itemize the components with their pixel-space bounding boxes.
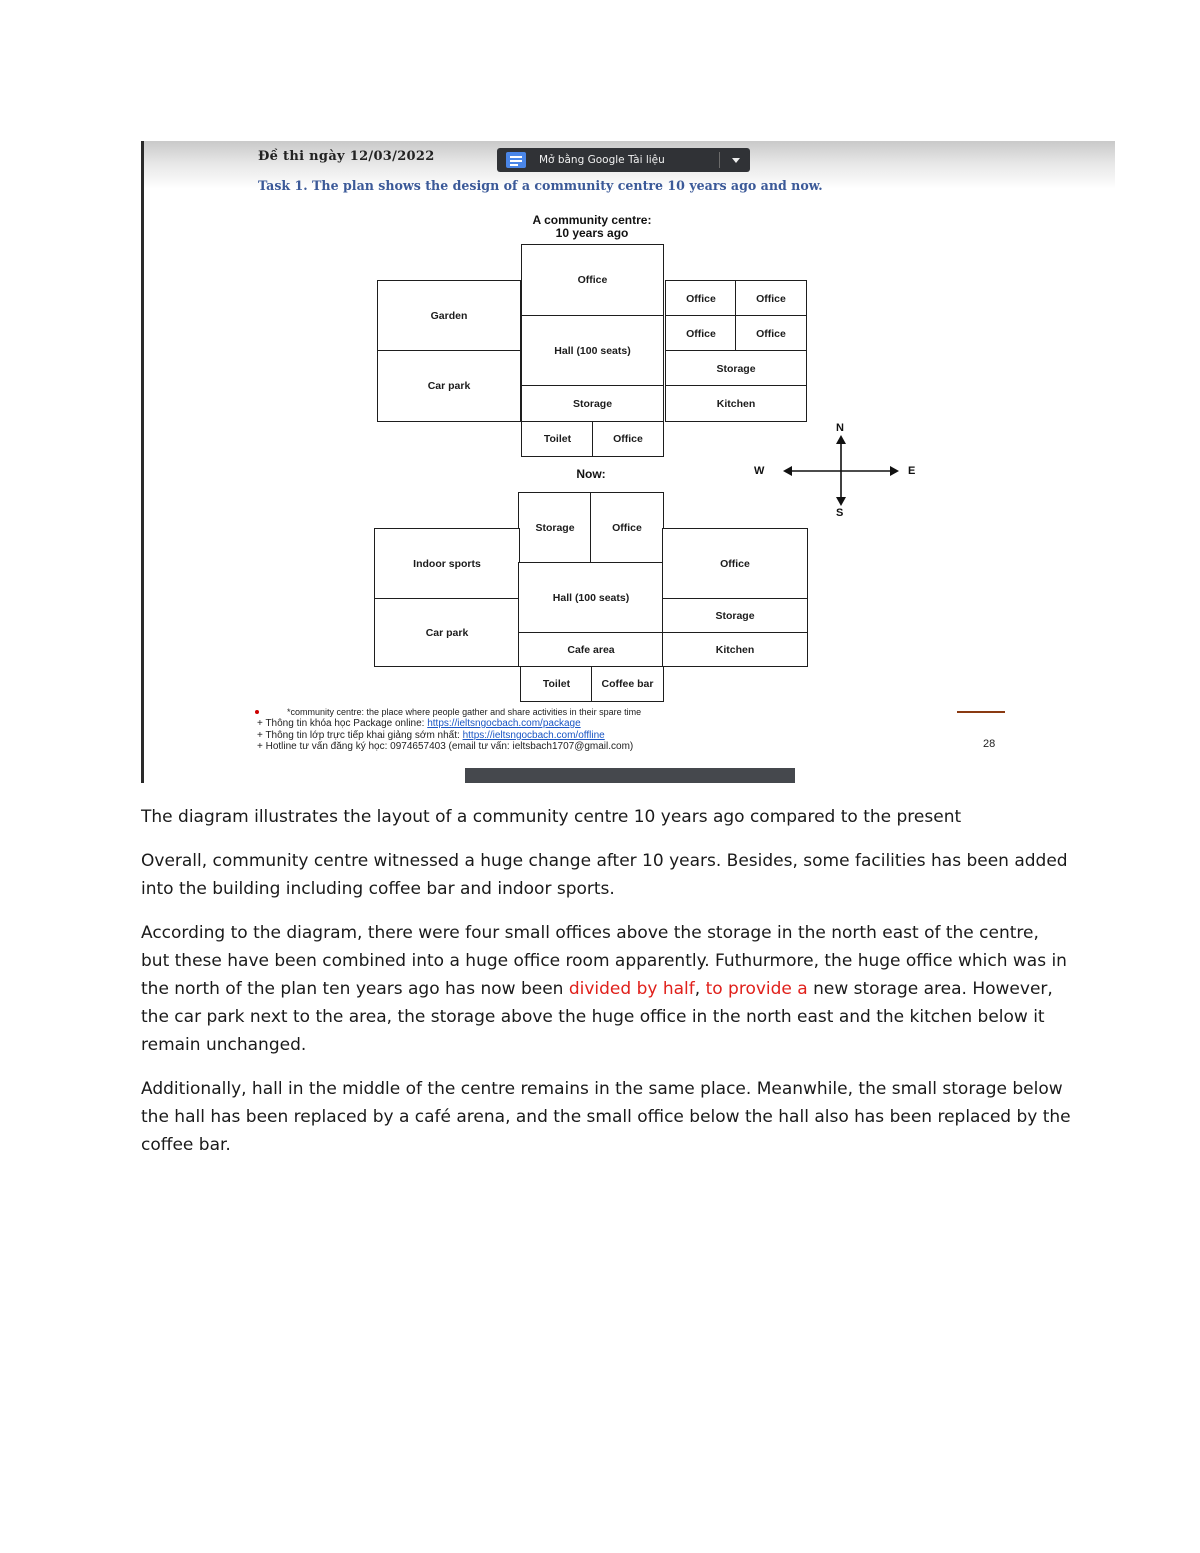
before-room-toilet: Toilet <box>521 421 594 457</box>
essay-p3-highlight-2: to provide a <box>705 979 808 999</box>
before-room-office-ne-2: Office <box>735 280 807 317</box>
package-info-text: + Thông tin khóa học Package online: <box>257 718 428 729</box>
google-docs-icon <box>506 152 526 168</box>
viewer-toolbar[interactable] <box>465 768 795 783</box>
open-button-label: Mở bằng Google Tài liệu <box>539 154 665 166</box>
compass-north-label: N <box>836 422 844 434</box>
now-room-storage-north: Storage <box>518 492 592 564</box>
before-room-office-north: Office <box>521 244 664 316</box>
essay-body-paragraph-1 <box>141 919 1071 1059</box>
offline-info-text: + Thông tin lớp trực tiếp khai giảng sớm nhất: <box>257 730 463 741</box>
footnote-hotline: + Hotline tư vấn đăng ký học: 0974657403 (email tư vấn: ieltsbach1707@gmail.com) <box>257 741 634 752</box>
page-number: 28 <box>983 738 996 750</box>
footnote-bullet-icon <box>255 710 259 714</box>
button-divider <box>719 152 720 168</box>
now-room-indoor-sports: Indoor sports <box>374 528 520 600</box>
essay-body <box>141 803 1071 1175</box>
essay-intro: The diagram illustrates the layout of a community centre 10 years ago compared to the present <box>141 807 962 827</box>
compass-west-label: W <box>754 465 765 477</box>
package-link[interactable]: https://ieltsngocbach.com/package <box>427 718 581 729</box>
before-room-car-park: Car park <box>377 350 521 422</box>
now-room-coffee-bar: Coffee bar <box>591 666 664 702</box>
footnote-offline-info <box>257 730 605 741</box>
essay-p3-highlight-1: divided by half <box>568 979 695 999</box>
compass-south-label: S <box>836 507 844 519</box>
before-title-line2: 10 years ago <box>555 226 629 240</box>
before-room-office-ne-1: Office <box>665 280 737 317</box>
compass-arrows-icon <box>781 435 901 507</box>
decorative-rule <box>957 711 1005 713</box>
before-room-hall: Hall (100 seats) <box>521 315 664 387</box>
before-room-storage-mid: Storage <box>521 385 664 422</box>
now-plan-title: Now: <box>576 467 606 481</box>
essay-overview: Overall, community centre witnessed a huge change after 10 years. Besides, some facilities has been added into the building including coffee bar and indoor sports. <box>141 851 1068 899</box>
before-room-office-south: Office <box>592 421 664 457</box>
now-room-office-east: Office <box>662 528 808 600</box>
before-plan-title <box>491 214 693 240</box>
essay-p3-part-c: new storage area. However, the car park next to the area, the storage above the huge office in the north east and the kitchen below it remain unchanged. <box>141 979 1053 1055</box>
before-room-office-ne-3: Office <box>665 315 737 352</box>
footnote-package-info <box>257 718 581 729</box>
open-in-google-docs-button[interactable] <box>497 148 750 172</box>
before-room-storage-east: Storage <box>665 350 807 387</box>
screenshot-left-border <box>141 141 144 783</box>
essay-p3-part-b: , <box>694 979 706 999</box>
chevron-down-icon[interactable] <box>732 158 740 163</box>
now-room-hall: Hall (100 seats) <box>518 562 664 634</box>
before-room-office-ne-4: Office <box>735 315 807 352</box>
before-room-garden: Garden <box>377 280 521 352</box>
essay-p3-part-a: According to the diagram, there were four small offices above the storage in the north east of the centre, but these have been combined into a huge office room apparently. Futhurmore, the huge office which was in the north of the plan ten years ago has now been <box>141 923 1067 999</box>
now-room-toilet: Toilet <box>520 666 593 702</box>
before-title-line1: A community centre: <box>532 213 652 227</box>
compass-east-label: E <box>908 465 916 477</box>
now-room-cafe-area: Cafe area <box>518 632 664 667</box>
now-room-office-north: Office <box>590 492 664 564</box>
now-room-kitchen: Kitchen <box>662 632 808 667</box>
embedded-screenshot <box>141 141 1115 783</box>
now-room-storage-east: Storage <box>662 598 808 633</box>
essay-body-paragraph-2: Additionally, hall in the middle of the centre remains in the same place. Meanwhile, the small storage below the hall has been replaced by a café arena, and the small office below the hall also has been replaced by the coffee bar. <box>141 1079 1071 1155</box>
task-title: Task 1. The plan shows the design of a community centre 10 years ago and now. <box>258 178 823 193</box>
footnote-definition: *community centre: the place where people gather and share activities in their spare time <box>287 707 642 717</box>
now-room-car-park: Car park <box>374 598 520 667</box>
exam-date-heading: Đề thi ngày 12/03/2022 <box>258 149 435 164</box>
offline-link[interactable]: https://ieltsngocbach.com/offline <box>462 730 605 741</box>
before-room-kitchen: Kitchen <box>665 385 807 422</box>
